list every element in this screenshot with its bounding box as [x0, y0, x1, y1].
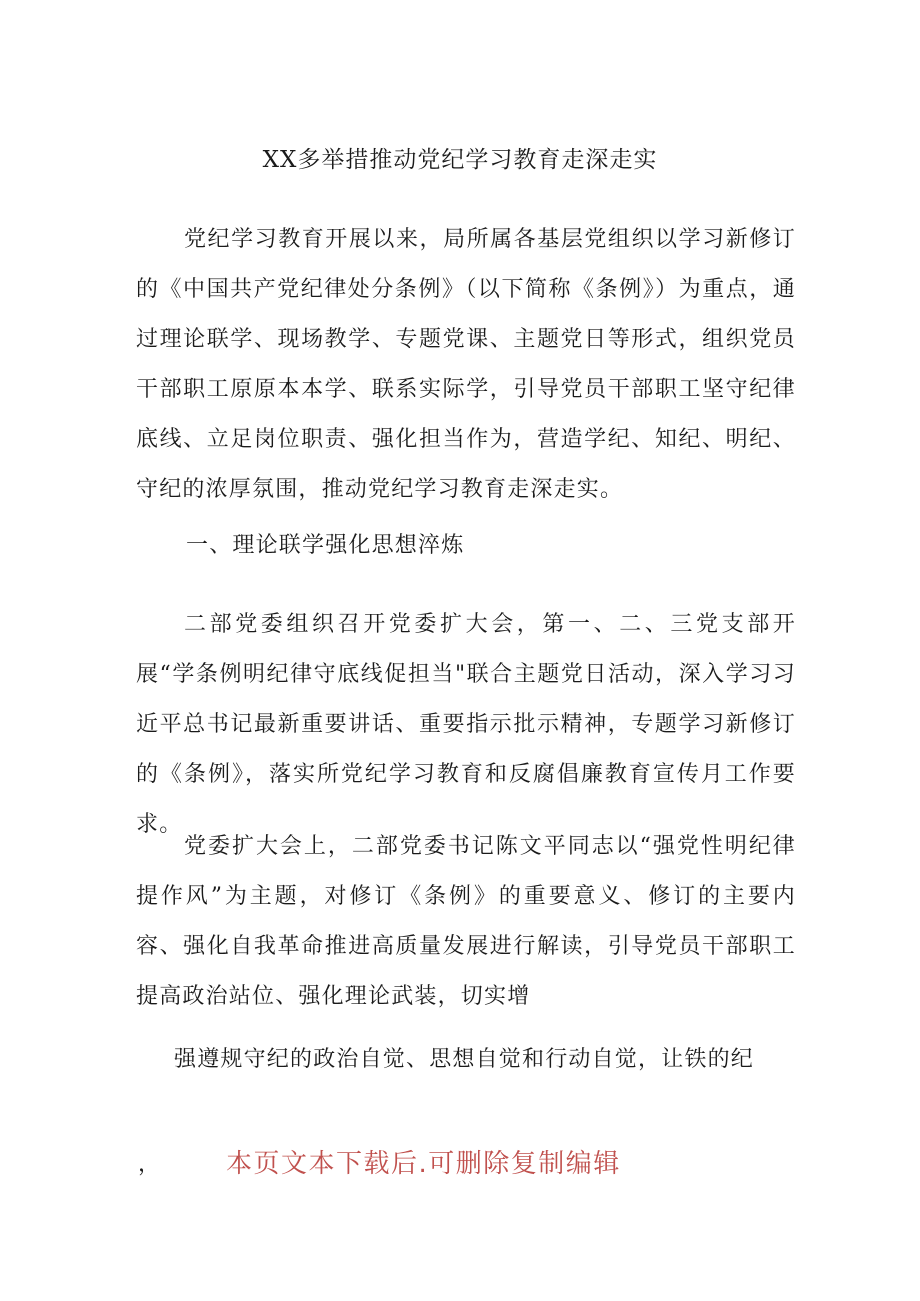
footer-comma: ，	[138, 1152, 161, 1177]
paragraph-meeting: 二部党委组织召开党委扩大会，第一、二、三党支部开展“学条例明纪律守底线促担当"联合主题党日活动，深入学习习近平总书记最新重要讲话、重要指示批示精神，专题学习新修订的《条例》，落实所党纪学习教育和反腐倡廉教育宣传月工作要求。	[136, 612, 796, 837]
document-title: XX多举措推动党纪学习教育走深走实	[262, 147, 658, 173]
paragraph-lecture: 党委扩大会上，二部党委书记陈文平同志以“强党性明纪律提作风”为主题，对修订《条例》的重要意义、修订的主要内容、强化自我革命推进高质量发展进行解读，引导党员干部职工提高政治站位、强化理论武装，切实增	[136, 834, 796, 1009]
paragraph-intro: 党纪学习教育开展以来，局所属各基层党组织以学习新修订的《中国共产党纪律处分条例》（以下简称《条例》）为重点，通过理论联学、现场教学、专题党课、主题党日等形式，组织党员干部职工原原本本学、联系实际学，引导党员干部职工坚守纪律底线、立足岗位职责、强化担当作为，营造学纪、知纪、明纪、守纪的浓厚氛围，推动党纪学习教育走深走实。	[136, 227, 796, 502]
download-edit-note: 本页文本下载后.可删除复制编辑	[226, 1149, 621, 1179]
section-heading: 一、理论联学强化思想淬炼	[186, 533, 465, 558]
paragraph-continuation: 强遵规守纪的政治自觉、思想自觉和行动自觉，让铁的纪	[174, 1047, 755, 1072]
